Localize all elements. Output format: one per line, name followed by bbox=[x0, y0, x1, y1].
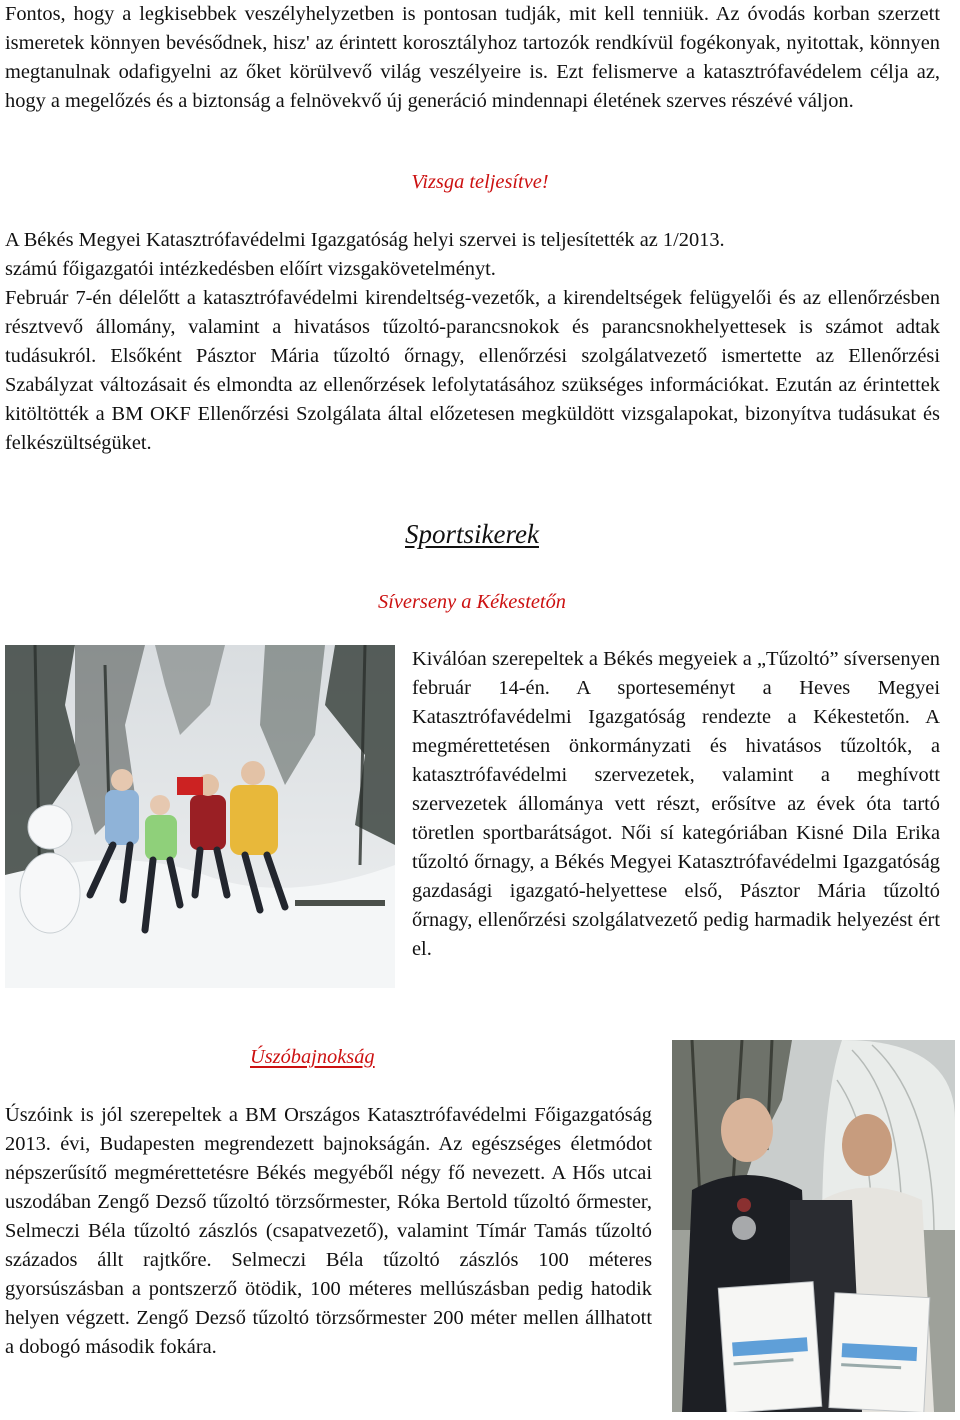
exam-intro-line-1: A Békés Megyei Katasztrófavédelmi Igazgatóság helyi szervei is teljesítették az 1/2013. bbox=[5, 229, 725, 251]
intro-paragraph: Fontos, hogy a legkisebbek veszélyhelyzetben is pontosan tudják, mit kell tenniük. Az óvodás korban szerzett ismeretek könnyen bevésődnek, hisz' az érintett korosztályhoz tartozók rendkívül fogékonyak, nyitottak, könnyen megtanulnak odafigyelni az őket körülvevő világ veszélyeire is. Ezt felismerve a katasztrófavédelem célja az, hogy a megelőzés és a biztonság a felnövekvő új generáció mindennapi életének szerves részévé váljon. bbox=[5, 3, 940, 112]
exam-section bbox=[5, 226, 940, 458]
exam-paragraph: Február 7-én délelőtt a katasztrófavédelmi kirendeltség-vezetők, a kirendeltségek felügyelői és az ellenőrzésben résztvevő állomány, valamint a hivatásos tűzoltó-parancsnokok és parancsnokhelyettesek is számot adtak tudásukról. Elsőként Pásztor Mária tűzoltó őrnagy, ellenőrzési szolgálatvezető ismertette az Ellenőrzési Szabályzat változásait és elmondta az ellenőrzések lefolytatásához szükséges információkat. Ezután az érintettek kitöltötték a BM OKF Ellenőrzési Szolgálata által előzetesen megküldött vizsgalapokat, bizonyítva tudásukat és felkészültségüket. bbox=[5, 287, 940, 454]
exam-intro-line-2: számú főigazgatói intézkedésben előírt vizsgakövetelményt. bbox=[5, 258, 496, 280]
exam-heading: Vizsga teljesítve! bbox=[411, 171, 549, 193]
ski-race-heading: Síverseny a Kékestetőn bbox=[378, 591, 566, 613]
ski-race-paragraph: Kiválóan szerepeltek a Békés megyeiek a „Tűzoltó” síversenyen február 14-én. A sporteseményt a Heves Megyei Katasztrófavédelmi Igazgatóság rendezte a Kékestetőn. A megmérettetésen önkormányzati és hivatásos tűzoltók, a katasztrófavédelmi szervezetek, valamint a meghívott szervezetek állománya vett részt, erősítve az évek óta tartó töretlen sportbarátságot. Női sí kategóriában Kisné Dila Erika tűzoltó őrnagy, a Békés Megyei Katasztrófavédelmi Igazgatóság gazdasági igazgató-helyettese első, Pásztor Mária tűzoltó őrnagy, ellenőrzési szolgálatvezető pedig harmadik helyezést ért el. bbox=[412, 648, 940, 960]
sport-section-title: Sportsikerek bbox=[405, 519, 539, 549]
swimmers-photo bbox=[672, 1040, 955, 1412]
swim-championship-heading: Úszóbajnokság bbox=[250, 1046, 375, 1068]
ski-group-photo bbox=[5, 645, 395, 988]
swim-championship-paragraph: Úszóink is jól szerepeltek a BM Országos Katasztrófavédelmi Főigazgatóság 2013. évi, Budapesten megrendezett bajnokságán. Az egészséges életmódot népszerűsítő megmérettetésre Békés megyéből négy fő nevezett. A Hős utcai uszodában Zengő Dezső tűzoltó törzsőrmester, Róka Bertold tűzoltó őrmester, Selmeczi Béla tűzoltó zászlós (csapatvezető), valamint Tímár Tamás tűzoltó százados állt rajtkőre. Selmeczi Béla tűzoltó zászlós 100 méteres gyorsúszásban a pontszerző ötödik, 100 méteres mellúszásban pedig hatodik helyen végzett. Zengő Dezső tűzoltó törzsőrmester 200 méter mellen állhatott a dobogó második fokára. bbox=[5, 1104, 652, 1358]
